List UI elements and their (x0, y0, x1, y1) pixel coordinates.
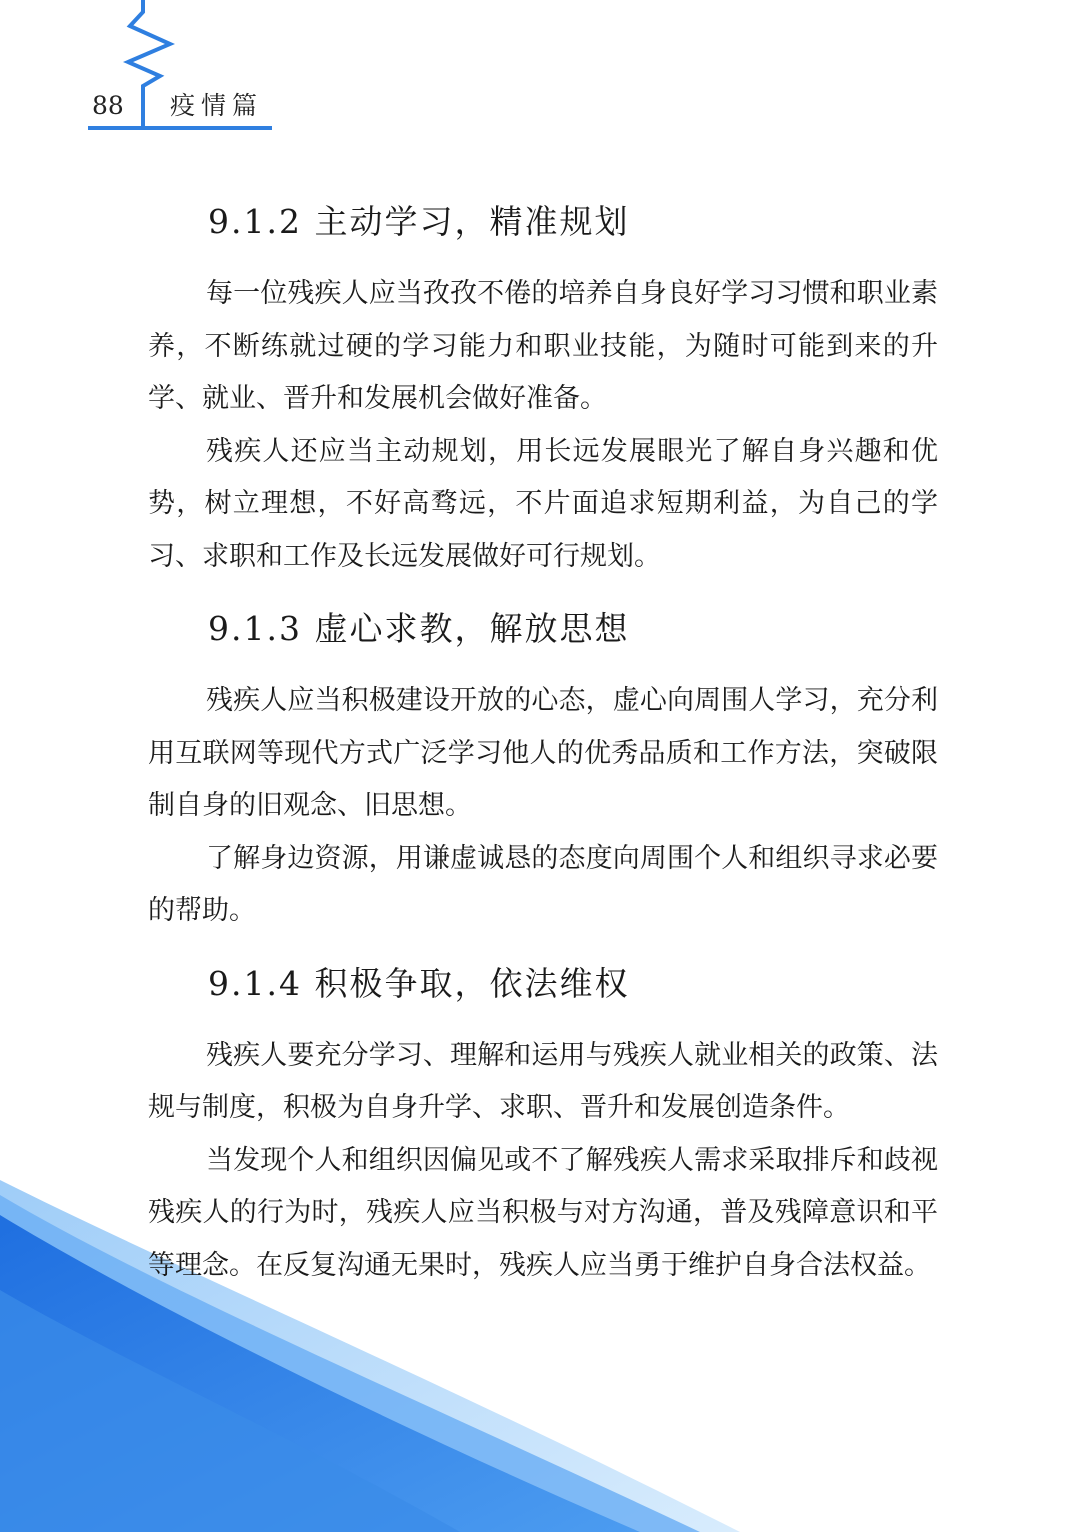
page-body (148, 192, 938, 1308)
section-heading: 9.1.2 主动学习，精准规划 (208, 202, 630, 241)
paragraph: 每一位残疾人应当孜孜不倦的培养自身良好学习习惯和职业素养，不断练就过硬的学习能力和职业技能，为随时可能到来的升学、就业、晋升和发展机会做好准备。 (148, 278, 938, 414)
section-heading: 9.1.3 虚心求教，解放思想 (208, 609, 630, 648)
running-title: 疫情篇 (170, 91, 264, 120)
header-ornament (128, 0, 170, 128)
page-number: 88 (92, 91, 124, 120)
paragraph: 残疾人还应当主动规划，用长远发展眼光了解自身兴趣和优势，树立理想，不好高骛远，不片面追求短期利益，为自己的学习、求职和工作及长远发展做好可行规划。 (148, 435, 938, 572)
section-9-1-4 (148, 954, 938, 1293)
section-heading: 9.1.4 积极争取，依法维权 (208, 963, 630, 1003)
paragraph: 残疾人要充分学习、理解和运用与残疾人就业相关的政策、法规与制度，积极为自身升学、求职、晋升和发展创造条件。 (148, 1039, 938, 1123)
section-9-1-2 (148, 192, 938, 583)
section-9-1-3 (148, 599, 938, 938)
paragraph: 当发现个人和组织因偏见或不了解残疾人需求采取排斥和歧视残疾人的行为时，残疾人应当积极与对方沟通，普及残障意识和平等理念。在反复沟通无果时，残疾人应当勇于维护自身合法权益。 (148, 1144, 938, 1281)
paragraph: 了解身边资源，用谦虚诚恳的态度向周围个人和组织寻求必要的帮助。 (148, 842, 938, 926)
paragraph: 残疾人应当积极建设开放的心态，虚心向周围人学习，充分利用互联网等现代方式广泛学习他人的优秀品质和工作方法，突破限制自身的旧观念、旧思想。 (148, 685, 938, 821)
